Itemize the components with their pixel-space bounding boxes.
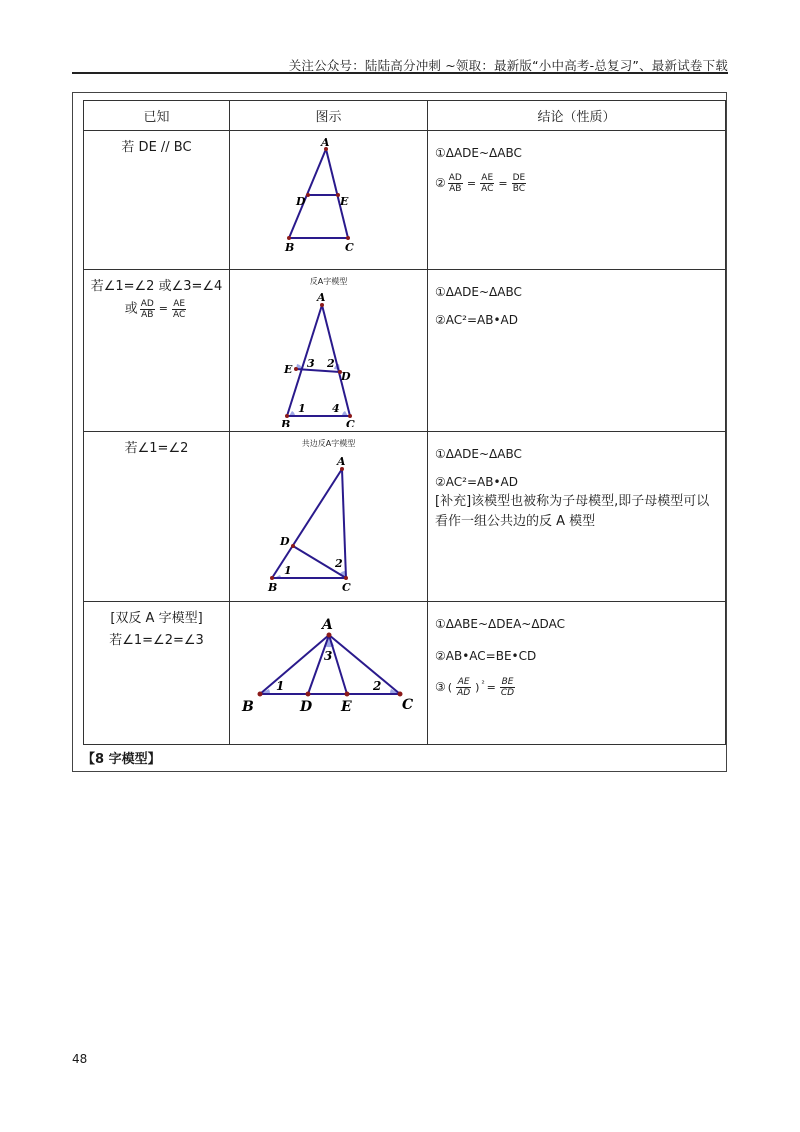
conclusion-square: ②AC²=AB•AD bbox=[435, 313, 518, 327]
conclusion-similar: ①ΔABE~ΔDEA~ΔDAC bbox=[435, 617, 565, 631]
reverse-a-figure bbox=[230, 287, 428, 427]
page-number: 48 bbox=[72, 1052, 88, 1066]
label-e: E bbox=[340, 195, 349, 208]
header-rule bbox=[72, 72, 728, 74]
header-figure: 图示 bbox=[230, 101, 428, 131]
conclusion-product: ②AB•AC=BE•CD bbox=[435, 649, 537, 663]
label-a: A bbox=[337, 455, 346, 468]
conclusion-similar: ①ΔADE~ΔABC bbox=[435, 447, 522, 461]
known-cell bbox=[84, 432, 230, 602]
label-d: D bbox=[280, 535, 290, 548]
figure-cell bbox=[230, 131, 428, 270]
header-conclusion: 结论（性质） bbox=[428, 101, 726, 131]
label-c: C bbox=[402, 697, 414, 713]
conclusion-cell bbox=[428, 602, 726, 745]
label-b: B bbox=[285, 241, 295, 254]
label-e: E bbox=[341, 699, 352, 715]
label-a: A bbox=[322, 617, 333, 633]
label-d: D bbox=[300, 699, 313, 715]
angle-3: 3 bbox=[324, 649, 333, 663]
known-cell bbox=[84, 602, 230, 745]
angle-1: 1 bbox=[298, 402, 306, 415]
label-a: A bbox=[321, 136, 330, 149]
table-header-row bbox=[84, 101, 726, 131]
label-b: B bbox=[268, 581, 278, 594]
known-ratio: 或 $\frac{AD}{AB}$ = $\frac{AE}{AC}$ bbox=[124, 298, 186, 320]
label-b: B bbox=[281, 418, 291, 427]
table-row bbox=[84, 270, 726, 432]
label-b: B bbox=[242, 699, 254, 715]
known-text: 若∠1=∠2 bbox=[124, 441, 189, 456]
double-reverse-a-figure bbox=[230, 602, 428, 740]
conclusion-cell bbox=[428, 432, 726, 602]
angle-3: 3 bbox=[307, 357, 315, 370]
angle-1: 1 bbox=[284, 564, 292, 577]
label-d: D bbox=[296, 195, 306, 208]
figure-cell bbox=[230, 432, 428, 602]
known-text: 若 DE // BC bbox=[121, 140, 192, 155]
angle-1: 1 bbox=[276, 679, 285, 693]
known-title: [双反 A 字模型] bbox=[110, 611, 203, 626]
conclusion-ratio: ③ ( $\frac{AE}{AD}$ ) $^{^2}$ = $\frac{BE}{CD}$ bbox=[435, 677, 515, 698]
figure-cell bbox=[230, 270, 428, 432]
label-e: E bbox=[284, 363, 293, 376]
conclusion-cell bbox=[428, 131, 726, 270]
angle-2: 2 bbox=[335, 557, 343, 570]
angle-2: 2 bbox=[373, 679, 382, 693]
header-known: 已知 bbox=[84, 101, 230, 131]
label-c: C bbox=[346, 418, 355, 427]
angle-4: 4 bbox=[332, 402, 340, 415]
label-c: C bbox=[345, 241, 354, 254]
figure-caption: 共边反A字模型 bbox=[301, 439, 356, 448]
figure-cell bbox=[230, 602, 428, 745]
figure-caption: 反A字模型 bbox=[309, 277, 348, 286]
conclusion-similar: ①ΔADE~ΔABC bbox=[435, 146, 522, 160]
label-c: C bbox=[342, 581, 351, 594]
angle-2: 2 bbox=[327, 357, 335, 370]
model-table bbox=[83, 100, 726, 745]
conclusion-supplement: [补充]该模型也被称为子母模型,即子母模型可以看作一组公共边的反 A 模型 bbox=[435, 494, 710, 529]
a-model-figure bbox=[230, 131, 428, 265]
section-label: 【8 字模型】 bbox=[82, 752, 161, 767]
conclusion-similar: ①ΔADE~ΔABC bbox=[435, 285, 522, 299]
label-a: A bbox=[317, 291, 326, 304]
known-angles: 若∠1=∠2=∠3 bbox=[109, 633, 204, 648]
table-row bbox=[84, 432, 726, 602]
known-cell bbox=[84, 131, 230, 270]
label-d: D bbox=[341, 370, 351, 383]
conclusion-square: ②AC²=AB•AD bbox=[435, 475, 518, 489]
page-header: 关注公众号：陆陆高分冲刺 ~领取：最新版“小中高考-总复习”、最新试卷下载 bbox=[288, 58, 728, 73]
table-row bbox=[84, 602, 726, 745]
conclusion-ratio: ② $\frac{AD}{AB}$ = $\frac{AE}{AC}$ = $\frac{DE}{BC}$ bbox=[435, 173, 526, 194]
shared-side-figure bbox=[230, 449, 428, 597]
known-cell bbox=[84, 270, 230, 432]
known-angles: 若∠1=∠2 或∠3=∠4 bbox=[90, 279, 223, 294]
table-row bbox=[84, 131, 726, 270]
conclusion-cell bbox=[428, 270, 726, 432]
